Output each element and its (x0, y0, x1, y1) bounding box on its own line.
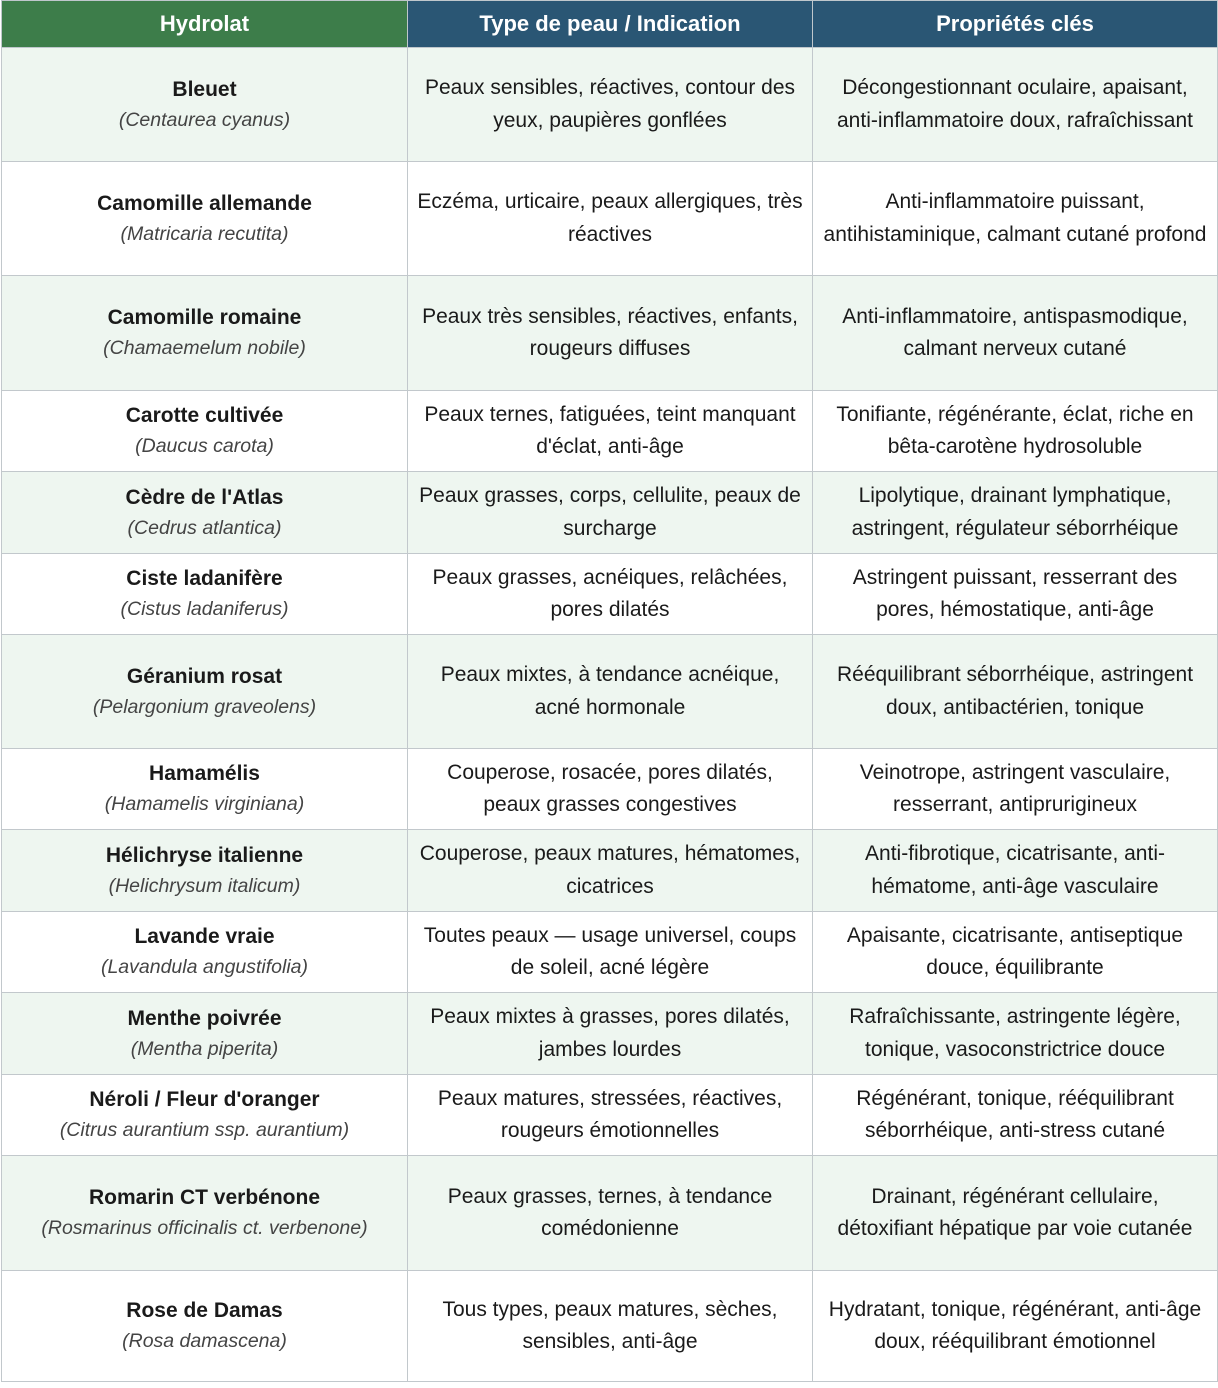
header-row (2, 1, 1218, 48)
hydrolat-latin-name: (Rosa damascena) (122, 1330, 287, 1352)
skin-type-cell: Peaux matures, stressées, réactives, rougeurs émotionnelles (408, 1075, 813, 1156)
table-row (2, 1156, 1218, 1271)
table-row (2, 993, 1218, 1075)
properties-cell: Veinotrope, astringent vasculaire, resserrant, antiprurigineux (813, 749, 1218, 830)
hydrolat-cell (2, 472, 408, 554)
table-body (2, 48, 1218, 1382)
table-row (2, 912, 1218, 993)
hydrolat-latin-name: (Cistus ladaniferus) (120, 598, 289, 620)
properties-cell: Tonifiante, régénérante, éclat, riche en bêta-carotène hydrosoluble (813, 391, 1218, 472)
hydrolat-latin-name: (Chamaemelum nobile) (103, 337, 306, 359)
hydrolat-name: Hélichryse italienne (105, 843, 304, 867)
hydrolat-name: Romarin CT verbénone (88, 1186, 321, 1209)
hydrolat-cell (2, 993, 408, 1075)
hydrolat-latin-name: (Centaurea cyanus) (118, 108, 291, 131)
table-row (2, 635, 1218, 749)
skin-type-cell: Tous types, peaux matures, sèches, sensibles, anti-âge (408, 1271, 813, 1382)
skin-type-cell: Toutes peaux — usage universel, coups de soleil, acné légère (408, 912, 813, 993)
table-row (2, 830, 1218, 912)
skin-type-cell: Peaux mixtes, à tendance acnéique, acné hormonale (408, 635, 813, 749)
hydrolat-cell (2, 554, 408, 635)
hydrolat-table (1, 0, 1218, 1382)
table-row (2, 162, 1218, 276)
hydrolat-name: Camomille romaine (107, 306, 302, 329)
skin-type-cell: Peaux grasses, corps, cellulite, peaux de surcharge (408, 472, 813, 554)
hydrolat-name: Rose de Damas (126, 1299, 283, 1322)
hydrolat-name: Cèdre de l'Atlas (125, 485, 284, 509)
hydrolat-latin-name: (Citrus aurantium ssp. aurantium) (59, 1119, 350, 1141)
hydrolat-name: Géranium rosat (126, 664, 283, 688)
header-hydrolat: Hydrolat (2, 1, 408, 48)
table-row (2, 749, 1218, 830)
table-row (2, 276, 1218, 391)
properties-cell: Régénérant, tonique, rééquilibrant séborrhéique, anti-stress cutané (813, 1075, 1218, 1156)
header-properties: Propriétés clés (813, 1, 1218, 48)
hydrolat-cell (2, 830, 408, 912)
hydrolat-cell (2, 912, 408, 993)
skin-type-cell: Peaux grasses, acnéiques, relâchées, pores dilatés (408, 554, 813, 635)
table-row (2, 1271, 1218, 1382)
hydrolat-cell (2, 48, 408, 162)
table-row (2, 1075, 1218, 1156)
hydrolat-cell (2, 1271, 408, 1382)
hydrolat-name: Camomille allemande (97, 191, 312, 215)
hydrolat-latin-name: (Matricaria recutita) (120, 222, 289, 245)
skin-type-cell: Peaux très sensibles, réactives, enfants, rougeurs diffuses (408, 276, 813, 391)
hydrolat-cell (2, 1156, 408, 1271)
hydrolat-name: Hamamélis (149, 762, 260, 785)
hydrolat-name: Bleuet (172, 77, 237, 101)
properties-cell: Rééquilibrant séborrhéique, astringent doux, antibactérien, tonique (813, 635, 1218, 749)
hydrolat-cell (2, 162, 408, 276)
skin-type-cell: Peaux sensibles, réactives, contour des yeux, paupières gonflées (408, 48, 813, 162)
hydrolat-latin-name: (Daucus carota) (135, 435, 274, 457)
properties-cell: Anti-fibrotique, cicatrisante, anti-hématome, anti-âge vasculaire (813, 830, 1218, 912)
skin-type-cell: Eczéma, urticaire, peaux allergiques, très réactives (408, 162, 813, 276)
properties-cell: Hydratant, tonique, régénérant, anti-âge doux, rééquilibrant émotionnel (813, 1271, 1218, 1382)
hydrolat-name: Néroli / Fleur d'oranger (89, 1088, 320, 1111)
properties-cell: Rafraîchissante, astringente légère, tonique, vasoconstrictrice douce (813, 993, 1218, 1075)
hydrolat-latin-name: (Cedrus atlantica) (127, 516, 282, 539)
properties-cell: Lipolytique, drainant lymphatique, astringent, régulateur séborrhéique (813, 472, 1218, 554)
hydrolat-latin-name: (Lavandula angustifolia) (100, 956, 309, 978)
skin-type-cell: Peaux mixtes à grasses, pores dilatés, jambes lourdes (408, 993, 813, 1075)
hydrolat-latin-name: (Helichrysum italicum) (108, 874, 301, 897)
hydrolat-cell (2, 749, 408, 830)
hydrolat-cell (2, 1075, 408, 1156)
hydrolat-name: Ciste ladanifère (126, 567, 283, 590)
hydrolat-name: Lavande vraie (134, 925, 275, 948)
skin-type-cell: Peaux ternes, fatiguées, teint manquant d'éclat, anti-âge (408, 391, 813, 472)
properties-cell: Anti-inflammatoire, antispasmodique, calmant nerveux cutané (813, 276, 1218, 391)
table-row (2, 391, 1218, 472)
skin-type-cell: Peaux grasses, ternes, à tendance comédonienne (408, 1156, 813, 1271)
table-row (2, 554, 1218, 635)
table-row (2, 472, 1218, 554)
properties-cell: Astringent puissant, resserrant des pores, hémostatique, anti-âge (813, 554, 1218, 635)
properties-cell: Décongestionnant oculaire, apaisant, anti-inflammatoire doux, rafraîchissant (813, 48, 1218, 162)
skin-type-cell: Couperose, peaux matures, hématomes, cicatrices (408, 830, 813, 912)
hydrolat-cell (2, 276, 408, 391)
hydrolat-cell (2, 391, 408, 472)
table-row (2, 48, 1218, 162)
hydrolat-latin-name: (Pelargonium graveolens) (92, 695, 317, 718)
properties-cell: Drainant, régénérant cellulaire, détoxifiant hépatique par voie cutanée (813, 1156, 1218, 1271)
header-skin-type: Type de peau / Indication (408, 1, 813, 48)
hydrolat-cell (2, 635, 408, 749)
hydrolat-latin-name: (Hamamelis virginiana) (104, 793, 305, 815)
properties-cell: Anti-inflammatoire puissant, antihistaminique, calmant cutané profond (813, 162, 1218, 276)
hydrolat-latin-name: (Rosmarinus officinalis ct. verbenone) (41, 1217, 368, 1239)
hydrolat-name: Carotte cultivée (125, 404, 284, 427)
hydrolat-latin-name: (Mentha piperita) (130, 1037, 279, 1060)
properties-cell: Apaisante, cicatrisante, antiseptique douce, équilibrante (813, 912, 1218, 993)
skin-type-cell: Couperose, rosacée, pores dilatés, peaux grasses congestives (408, 749, 813, 830)
hydrolat-name: Menthe poivrée (127, 1006, 282, 1030)
